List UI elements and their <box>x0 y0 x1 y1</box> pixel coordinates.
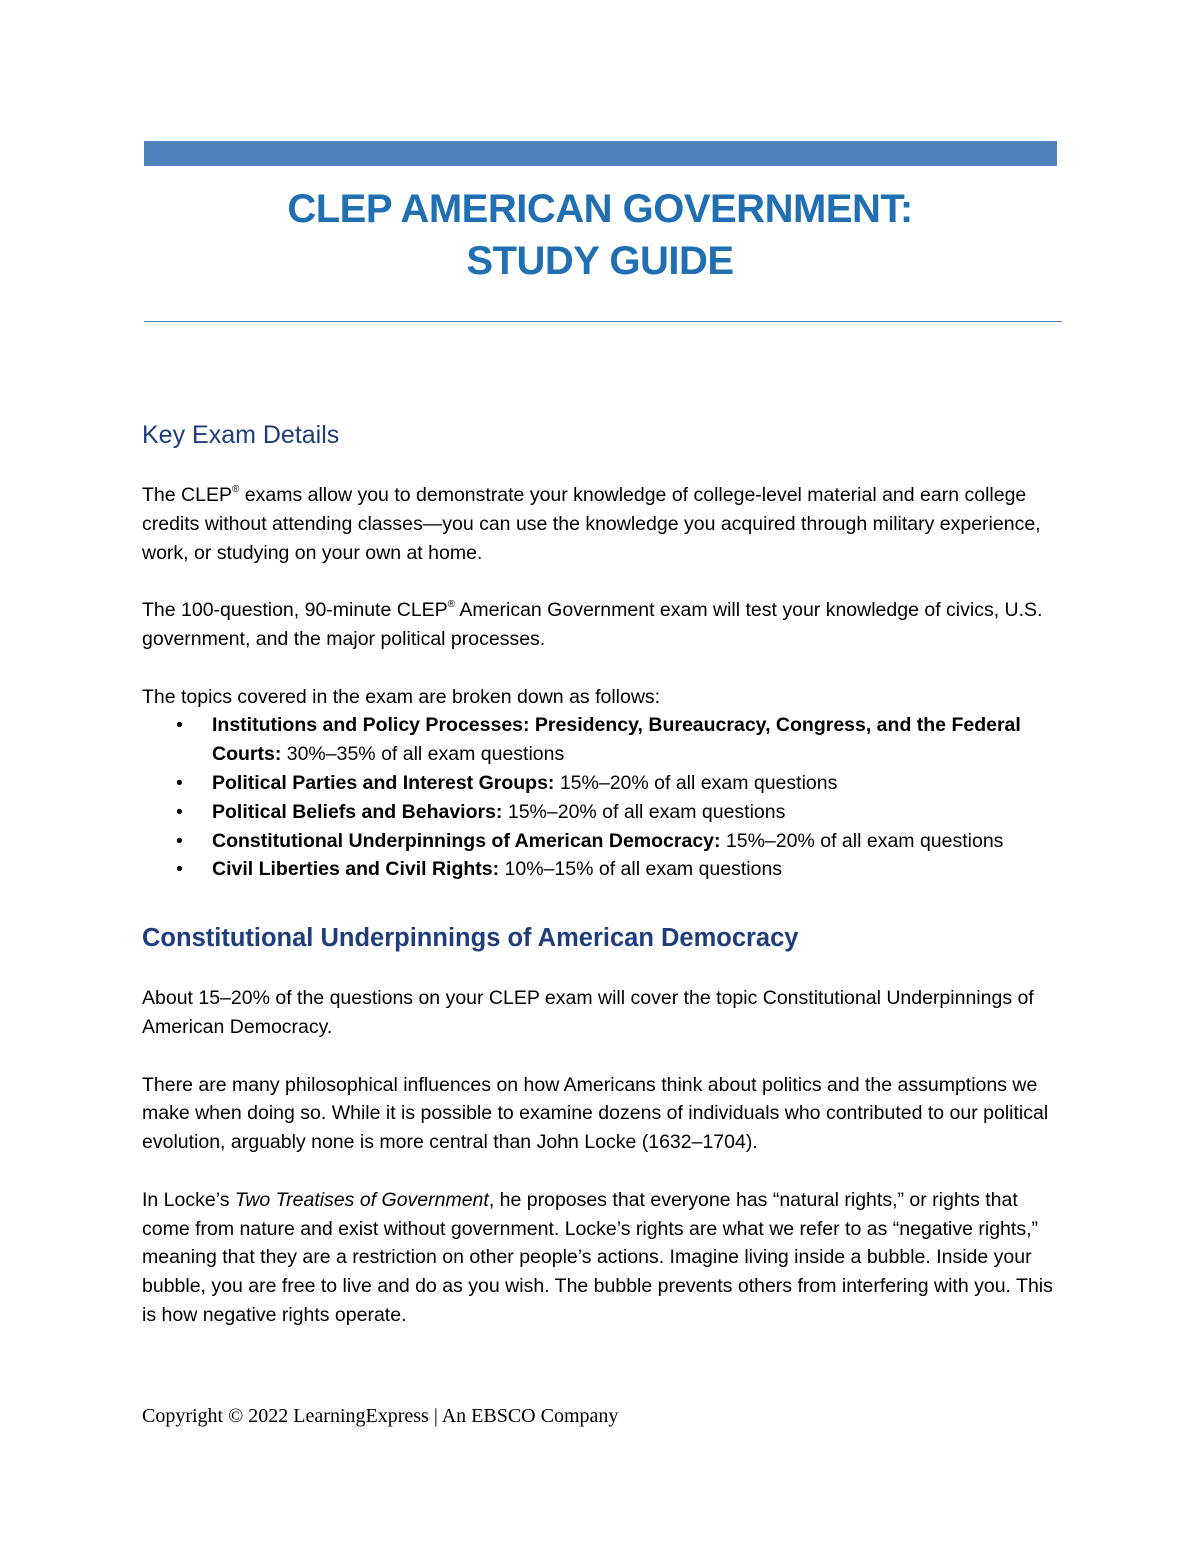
page-title <box>0 183 1200 287</box>
locke-text-rest: , he proposes that everyone has “natural rights,” or rights that come from nature and exist without government. Locke’s rights are what we refer to as “negative rights,” meaning that they are a restriction on other people’s actions. Imagine living inside a bubble. Inside your bubble, you are free to live and do as you wish. The bubble prevents others from interfering with you. This is how negative rights operate. <box>142 1188 1053 1326</box>
topic-share: 30%–35% of all exam questions <box>281 743 565 766</box>
topic-name: Constitutional Underpinnings of American Democracy: <box>212 829 721 852</box>
topic-name: Institutions and Policy Processes: Presidency, Bureaucracy, Congress, and the Federal Courts: <box>212 714 1021 766</box>
list-item <box>142 827 1062 856</box>
bullet-icon: • <box>176 714 183 737</box>
topic-share: 15%–20% of all exam questions <box>720 829 1004 852</box>
bullet-icon: • <box>176 771 183 794</box>
title-underline-rule <box>144 321 1062 322</box>
intro-text-rest: exams allow you to demonstrate your knowledge of college-level material and earn college credits without attending classes—you can use the knowledge you acquired through military experience, work, or studying on your own at home. <box>142 484 1041 564</box>
page-title-line-1: CLEP AMERICAN GOVERNMENT: <box>287 187 913 231</box>
constitutional-intro-paragraph: About 15–20% of the questions on your CLEP exam will cover the topic Constitutional Underpinnings of American Democracy. <box>142 987 1034 1038</box>
book-title: Two Treatises of Government <box>234 1188 489 1211</box>
exam-format-text-start: The 100-question, 90-minute CLEP <box>142 599 448 622</box>
document-body <box>142 415 1062 1330</box>
constitutional-heading: Constitutional Underpinnings of American Democracy <box>142 924 799 953</box>
header-color-bar <box>144 141 1057 166</box>
philosophical-influences-paragraph: There are many philosophical influences on how Americans think about politics and the assumptions we make when doing so. While it is possible to examine dozens of individuals who contributed to our political evolution, arguably none is more central than John Locke (1632–1704). <box>142 1073 1049 1154</box>
exam-format-text-rest: American Government exam will test your knowledge of civics, U.S. government, and the major political processes. <box>142 599 1043 650</box>
locke-text-start: In Locke’s <box>142 1188 235 1211</box>
topic-name: Political Beliefs and Behaviors: <box>212 800 503 823</box>
intro-text-start: The CLEP <box>142 484 232 506</box>
locke-paragraph <box>142 1186 1062 1330</box>
footer-copyright: Copyright © 2022 LearningExpress | An EBSCO Company <box>142 1405 619 1427</box>
topic-name: Political Parties and Interest Groups: <box>212 771 555 794</box>
bullet-icon: • <box>176 858 183 881</box>
intro-paragraph <box>142 481 1062 567</box>
page-title-line-2: STUDY GUIDE <box>466 239 734 283</box>
registered-mark: ® <box>447 599 456 611</box>
topic-name: Civil Liberties and Civil Rights: <box>212 858 500 881</box>
list-item <box>142 798 1062 827</box>
registered-mark: ® <box>231 484 240 495</box>
topic-share: 15%–20% of all exam questions <box>554 771 838 794</box>
bullet-icon: • <box>176 800 183 823</box>
list-item <box>142 711 1062 769</box>
topics-intro-paragraph: The topics covered in the exam are broken down as follows: <box>142 685 661 708</box>
topic-share: 10%–15% of all exam questions <box>499 858 783 881</box>
key-exam-details-heading: Key Exam Details <box>142 421 340 449</box>
topics-list <box>142 711 1062 884</box>
topic-share: 15%–20% of all exam questions <box>502 800 786 823</box>
exam-format-paragraph <box>142 596 1062 654</box>
list-item <box>142 855 1062 884</box>
list-item <box>142 769 1062 798</box>
bullet-icon: • <box>176 829 183 852</box>
